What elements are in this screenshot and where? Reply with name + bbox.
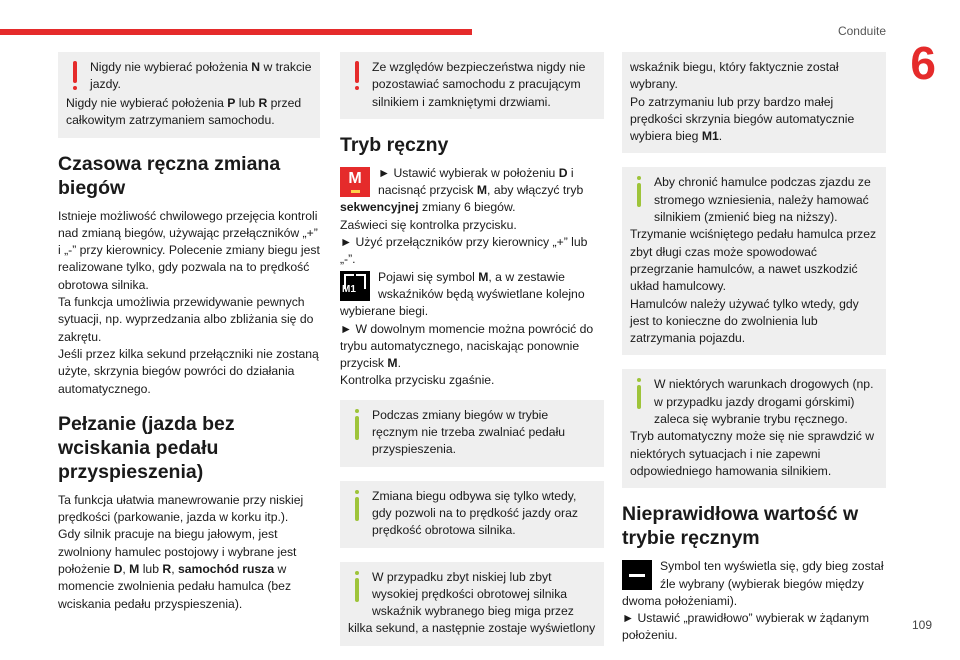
- page-number: 109: [911, 618, 932, 632]
- info-text: W przypadku zbyt niskiej lub zbyt wysokiej prędkości obrotowej silnika wskaźnik wybranego bieg miga przez kilka sekund, a następnie zostaje wyświetlony: [348, 569, 596, 636]
- step-1: ► Ustawić wybierak w położeniu D i nacisnąć przycisk M, aby włączyć tryb sekwencyjnej zmiany 6 biegów.: [340, 165, 584, 215]
- warning-text: Ze względów bezpieczeństwa nigdy nie pozostawiać samochodu z pracującym silnikiem i zamkniętymi drzwiami.: [372, 60, 586, 109]
- warning-box-safety: [340, 52, 604, 119]
- info-box-gear-change: [340, 481, 604, 548]
- column-1: [58, 52, 320, 613]
- section-title: Conduite: [837, 24, 886, 38]
- info-icon: [632, 176, 646, 210]
- m1-gear-indicator-icon: M1: [340, 271, 370, 301]
- step-3: ► W dowolnym momencie można powrócić do trybu automatycznego, naciskając ponownie przycisk M.: [340, 321, 594, 371]
- info-box-rpm-continued: [622, 52, 886, 153]
- info-box-accelerator: [340, 400, 604, 467]
- info-box-road-conditions: [622, 369, 886, 488]
- info-text: Trzymanie wciśniętego pedału hamulca przez zbyt długi czas może spowodować przegrzanie hamulców, a nawet uszkodzić układ hamulcowy.: [630, 227, 877, 294]
- info-icon: [350, 571, 364, 605]
- info-text: W niektórych warunkach drogowych (np. w przypadku jazdy drogami górskimi) zaleca się wybranie trybu ręcznego.: [654, 377, 874, 427]
- step-2: ► Użyć przełączników przy kierownicy „+” lub „-”.: [340, 235, 588, 267]
- column-2: [340, 52, 604, 660]
- paragraph: Gdy silnik pracuje na biegu jałowym, jest zwolniony hamulec postojowy i wybrane jest położenie D, M lub R, samochód rusza w momencie zwolnienia pedału hamulca (bez wciskania pedału przyspieszenia).: [58, 527, 297, 611]
- warning-icon: [350, 61, 364, 95]
- heading-wrong-value: Nieprawidłowa wartość w trybie ręcznym: [622, 503, 859, 550]
- info-text: Aby chronić hamulce podczas zjazdu ze stromego wzniesienia, należy hamować silnikiem (zmienić bieg na niższy).: [654, 175, 871, 225]
- info-box-rpm: [340, 562, 604, 646]
- paragraph: Symbol ten wyświetla się, gdy bieg został źle wybrany (wybierak biegów między dwoma położeniami).: [622, 559, 884, 608]
- info-text: Hamulców należy używać tylko wtedy, gdy jest to konieczne do zwolnienia lub zatrzymania pojazdu.: [630, 296, 859, 346]
- warning-icon: [68, 61, 82, 95]
- info-box-brakes: [622, 167, 886, 355]
- warning-text: Nigdy nie wybierać położenia N w trakcie jazdy.: [90, 60, 312, 92]
- chapter-number: 6: [910, 37, 936, 89]
- paragraph: Kontrolka przycisku zgaśnie.: [340, 373, 495, 388]
- info-icon: [632, 378, 646, 412]
- info-text: wskaźnik biegu, który faktycznie został wybrany.: [630, 60, 839, 92]
- info-text: Po zatrzymaniu lub przy bardzo małej prędkości skrzynia biegów automatycznie wybiera bieg M1.: [630, 94, 855, 144]
- info-text: Tryb automatyczny może się nie sprawdzić w niektórych sytuacjach i nie zapewni odpowiedniego hamowania silnikiem.: [630, 429, 875, 478]
- paragraph: Ta funkcja ułatwia manewrowanie przy niskiej prędkości (parkowanie, jazda w korku itp.).: [58, 492, 304, 525]
- header-red-bar: [0, 29, 472, 35]
- warning-text-2: Nigdy nie wybierać położenia P lub R przed całkowitym zatrzymaniem samochodu.: [66, 96, 302, 128]
- step: ► Ustawić „prawidłowo” wybierak w żądanym położeniu.: [622, 611, 870, 643]
- dash-gear-indicator-icon: [622, 560, 652, 590]
- paragraph: Pojawi się symbol M, a w zestawie wskaźników będą wyświetlane kolejno wybierane biegi.: [340, 269, 585, 319]
- paragraph: Jeśli przez kilka sekund przełączniki nie zostaną użyte, skrzynia biegów powróci do działania automatycznego.: [58, 346, 319, 396]
- paragraph: Istnieje możliwość chwilowego przejęcia kontroli nad zmianą biegów, używając przełączników „+” i „-” przy kierownicy. Polecenie zmiany biegu jest realizowane tylko, gdy pozwala na to prędkość obrotowa silnika.: [58, 208, 320, 292]
- info-text: Podczas zmiany biegów w trybie ręcznym nie trzeba zwalniać pedału przyspieszenia.: [372, 407, 566, 457]
- m-button-icon: M: [340, 167, 370, 197]
- paragraph: Zaświeci się kontrolka przycisku.: [340, 217, 517, 232]
- heading-creep: Pełzanie (jazda bez wciskania pedału przyspieszenia): [58, 412, 235, 483]
- heading-temporary-manual: Czasowa ręczna zmiana biegów: [58, 152, 281, 199]
- info-icon: [350, 490, 364, 524]
- info-icon: [350, 409, 364, 443]
- warning-box-neutral: [58, 52, 320, 138]
- heading-manual-mode: Tryb ręczny: [340, 133, 449, 156]
- column-3: [622, 52, 886, 645]
- paragraph: Ta funkcja umożliwia przewidywanie pewnych sytuacji, np. wyprzedzania albo zbliżania się do zakrętu.: [58, 295, 314, 344]
- info-text: Zmiana biegu odbywa się tylko wtedy, gdy pozwoli na to prędkość jazdy oraz prędkość obrotowa silnika.: [372, 488, 578, 538]
